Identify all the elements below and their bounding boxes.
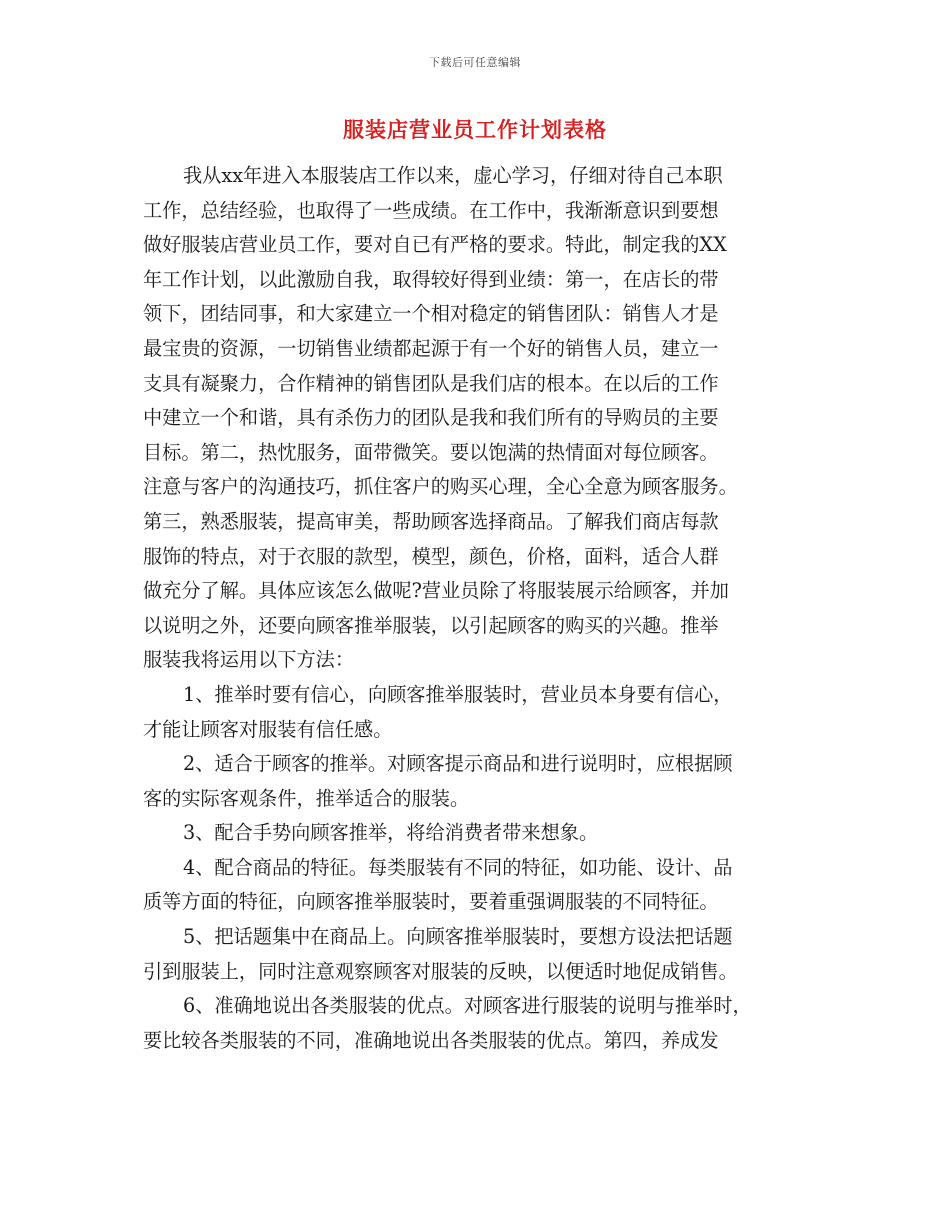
list-item-4: 4、配合商品的特征。每类服装有不同的特征，如功能、设计、品 (183, 855, 733, 879)
list-item-5: 5、把话题集中在商品上。向顾客推举服装时，要想方设法把话题 (183, 925, 733, 949)
text-line: 我从xx年进入本服装店工作以来，虚心学习，仔细对待自己本职 (183, 164, 723, 187)
text-line: 年工作计划，以此激励自我，取得较好得到业绩：第一，在店长的带 (143, 267, 719, 291)
text-line: 第三，熟悉服装，提高审美，帮助顾客选择商品。了解我们商店每款 (143, 509, 719, 533)
text-line: 引到服装上，同时注意观察顾客对服装的反映，以便适时地促成销售。 (143, 959, 738, 983)
text-line: 以说明之外，还要向顾客推举服装，以引起顾客的购买的兴趣。推举 (143, 613, 719, 637)
text-line: 支具有凝聚力，合作精神的销售团队是我们店的根本。在以后的工作 (143, 371, 719, 395)
header-note: 下载后可任意编辑 (429, 56, 521, 69)
text-line: 最宝贵的资源，一切销售业绩都起源于有一个好的销售人员，建立一 (143, 336, 719, 360)
text-line: 要比较各类服装的不同，准确地说出各类服装的优点。第四，养成发 (143, 1028, 719, 1052)
list-item-6: 6、准确地说出各类服装的优点。对顾客进行服装的说明与推举时， (183, 994, 752, 1018)
list-item-3: 3、配合手势向顾客推举，将给消费者带来想象。 (183, 821, 599, 845)
text-line: 目标。第二，热忱服务，面带微笑。要以饱满的热情面对每位顾客。 (143, 440, 719, 464)
text-line: 注意与客户的沟通技巧，抓住客户的购买心理，全心全意为顾客服务。 (143, 475, 738, 499)
text-line: 做充分了解。具体应该怎么做呢?营业员除了将服装展示给顾客，并加 (143, 579, 729, 603)
text-line: 领下，团结同事，和大家建立一个相对稳定的销售团队：销售人才是 (143, 302, 719, 326)
text-line: 服装我将运用以下方法： (143, 648, 355, 672)
text-line: 质等方面的特征，向顾客推举服装时，要着重强调服装的不同特征。 (143, 890, 719, 914)
text-line: 中建立一个和谐，具有杀伤力的团队是我和我们所有的导购员的主要 (143, 406, 719, 430)
document-body (143, 159, 823, 1058)
text-line: 客的实际客观条件，推举适合的服装。 (143, 786, 470, 810)
list-item-2: 2、适合于顾客的推举。对顾客提示商品和进行说明时，应根据顾 (183, 752, 733, 776)
text-line: 工作，总结经验，也取得了一些成绩。在工作中，我渐渐意识到要想 (143, 198, 719, 222)
text-line: 服饰的特点，对于衣服的款型，模型，颜色，价格，面料，适合人群 (143, 544, 719, 568)
text-line: 做好服装店营业员工作，要对自已有严格的要求。特此，制定我的XX (143, 233, 727, 257)
document-title: 服装店营业员工作计划表格 (343, 118, 607, 142)
text-line: 才能让顾客对服装有信任感。 (143, 717, 393, 741)
list-item-1: 1、推举时要有信心，向顾客推举服装时，营业员本身要有信心， (183, 682, 733, 706)
